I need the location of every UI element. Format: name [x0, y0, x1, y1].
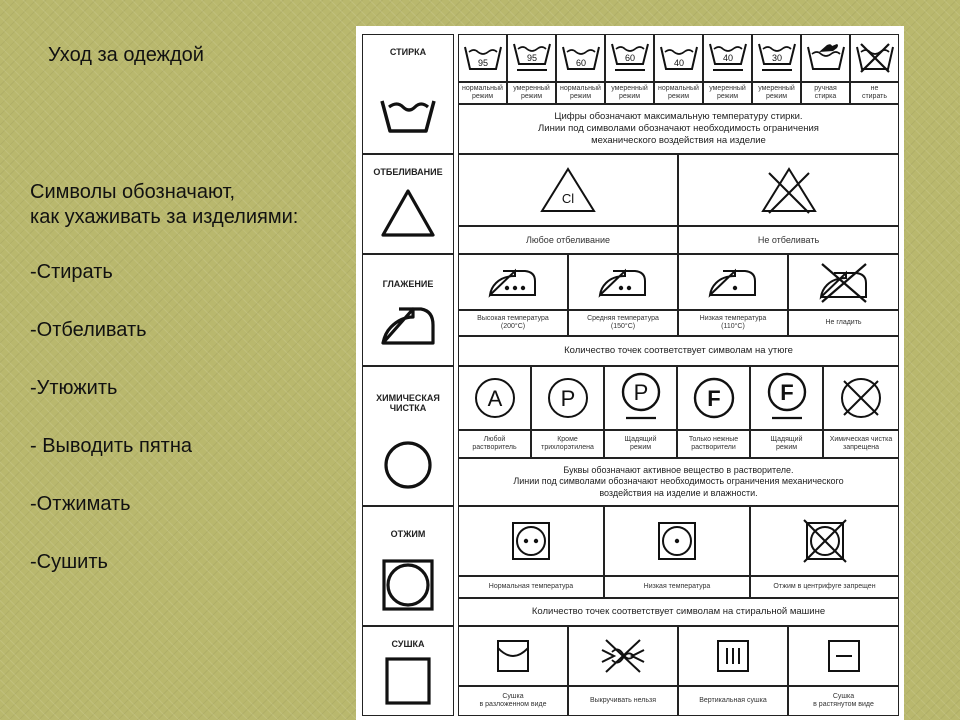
- hand-wash-icon: [801, 34, 850, 82]
- category-label: СТИРКА: [389, 47, 427, 57]
- dryclean-p-icon: [531, 366, 604, 430]
- dry-flat-icon: [458, 626, 568, 686]
- intro-line: Символы обозначают,: [30, 181, 236, 203]
- dryclean-caption: Только нежные растворители: [677, 430, 750, 458]
- wash-temp-label: 40: [673, 58, 684, 68]
- dryclean-letter: F: [779, 380, 794, 405]
- wash-temp-label: 95: [477, 58, 488, 68]
- wash-temp-label: 60: [575, 58, 586, 68]
- dryclean-caption: Щадящий режим: [750, 430, 823, 458]
- action-item: -Стирать: [30, 261, 113, 283]
- left-text: [30, 180, 360, 608]
- do-not-tumble-dry-icon: [750, 506, 899, 576]
- spin-icon: [379, 559, 437, 611]
- intro-text: [30, 180, 360, 230]
- drycleaning-note: Буквы обозначают активное вещество в растворителе. Линии под символами обозначают необходимость ограничения механического воздействия на изделие и влажности.: [458, 458, 899, 506]
- dry-caption: Вертикальная сушка: [678, 686, 788, 716]
- action-item: -Отжимать: [30, 493, 131, 515]
- bleach-caption: Любое отбеливание: [458, 226, 678, 254]
- action-item: - Выводить пятна: [30, 435, 192, 457]
- wash-30-gentle-icon: [752, 34, 801, 82]
- spin-caption: Отжим в центрифуге запрещен: [750, 576, 899, 598]
- dry-caption: Сушка в растянутом виде: [788, 686, 899, 716]
- spin-caption: Низкая температура: [604, 576, 750, 598]
- do-not-iron-icon: [788, 254, 899, 310]
- wash-95-gentle-icon: [507, 34, 556, 82]
- dryclean-letter: P: [560, 386, 575, 411]
- dry-flat-stretched-icon: [788, 626, 899, 686]
- iron-high-icon: [458, 254, 568, 310]
- category-spin: [362, 506, 454, 626]
- wash-40-gentle-icon: [703, 34, 752, 82]
- category-label: СУШКА: [391, 639, 425, 649]
- category-label: ОТБЕЛИВАНИЕ: [373, 167, 443, 177]
- dryclean-p-gentle-icon: [604, 366, 677, 430]
- dryclean-caption: Щадящий режим: [604, 430, 677, 458]
- intro-line: как ухаживать за изделиями:: [30, 206, 299, 228]
- action-item: -Сушить: [30, 551, 108, 573]
- wash-40-icon: [654, 34, 703, 82]
- dryclean-caption: Любой растворитель: [458, 430, 531, 458]
- iron-caption: Низкая температура (110°C): [678, 310, 788, 336]
- wash-temp-label: 30: [771, 53, 782, 63]
- circle-icon: [379, 439, 437, 491]
- iron-caption: Высокая температура (200°C): [458, 310, 568, 336]
- wash-95-icon: [458, 34, 507, 82]
- category-bleaching: [362, 154, 454, 254]
- category-drycleaning: [362, 366, 454, 506]
- action-item: -Утюжить: [30, 377, 118, 399]
- iron-caption: Средняя температура (150°C): [568, 310, 678, 336]
- action-list: [30, 260, 360, 608]
- wash-tub-icon: [379, 87, 437, 139]
- dryclean-letter: A: [487, 386, 502, 411]
- wash-caption: умеренный режим: [507, 82, 556, 104]
- wash-caption: нормальный режим: [556, 82, 605, 104]
- do-not-wash-icon: [850, 34, 899, 82]
- wash-60-icon: [556, 34, 605, 82]
- wash-caption: нормальный режим: [458, 82, 507, 104]
- wash-temp-label: 95: [526, 53, 537, 63]
- iron-icon: [379, 299, 437, 351]
- iron-caption: Не гладить: [788, 310, 899, 336]
- wash-temp-label: 40: [722, 53, 733, 63]
- dryclean-letter: P: [633, 380, 648, 405]
- slide-title: Уход за одеждой: [48, 44, 204, 66]
- category-ironing: [362, 254, 454, 366]
- ironing-note: Количество точек соответствует символам на утюге: [458, 336, 899, 366]
- wash-caption: умеренный режим: [703, 82, 752, 104]
- category-label: ГЛАЖЕНИЕ: [382, 279, 434, 289]
- do-not-dryclean-icon: [823, 366, 899, 430]
- wash-caption: нормальный режим: [654, 82, 703, 104]
- spin-normal-icon: [458, 506, 604, 576]
- wash-60-gentle-icon: [605, 34, 654, 82]
- dryclean-caption: Кроме трихлорэтилена: [531, 430, 604, 458]
- do-not-bleach-icon: [678, 154, 899, 226]
- dry-caption: Сушка в разложенном виде: [458, 686, 568, 716]
- do-not-wring-icon: [568, 626, 678, 686]
- wash-caption: умеренный режим: [605, 82, 654, 104]
- spin-low-icon: [604, 506, 750, 576]
- drip-dry-icon: [678, 626, 788, 686]
- wash-caption: ручная стирка: [801, 82, 850, 104]
- chlorine-bleach-icon: [458, 154, 678, 226]
- iron-medium-icon: [568, 254, 678, 310]
- iron-low-icon: [678, 254, 788, 310]
- wash-caption: не стирать: [850, 82, 899, 104]
- dryclean-letter: F: [706, 386, 721, 411]
- wash-caption: умеренный режим: [752, 82, 801, 104]
- category-label: ХИМИЧЕСКАЯ ЧИСТКА: [376, 393, 440, 414]
- washing-note: Цифры обозначают максимальную температуру стирки. Линии под символами обозначают необходимость ограничения механического воздействия на изделие: [458, 104, 899, 154]
- square-icon: [379, 655, 437, 707]
- triangle-icon: [379, 187, 437, 239]
- care-symbols-chart: [356, 26, 904, 720]
- spin-caption: Нормальная температура: [458, 576, 604, 598]
- wash-temp-label: 60: [624, 53, 635, 63]
- dryclean-f-icon: [677, 366, 750, 430]
- dryclean-f-gentle-icon: [750, 366, 823, 430]
- dry-caption: Выкручивать нельзя: [568, 686, 678, 716]
- bleach-symbol-text: Cl: [561, 191, 575, 206]
- category-washing: [362, 34, 454, 154]
- dryclean-caption: Химическая чистка запрещена: [823, 430, 899, 458]
- category-label: ОТЖИМ: [390, 529, 426, 539]
- action-item: -Отбеливать: [30, 319, 147, 341]
- category-drying: [362, 626, 454, 716]
- dryclean-any-solvent-icon: [458, 366, 531, 430]
- bleach-caption: Не отбеливать: [678, 226, 899, 254]
- spin-note: Количество точек соответствует символам на стиральной машине: [458, 598, 899, 626]
